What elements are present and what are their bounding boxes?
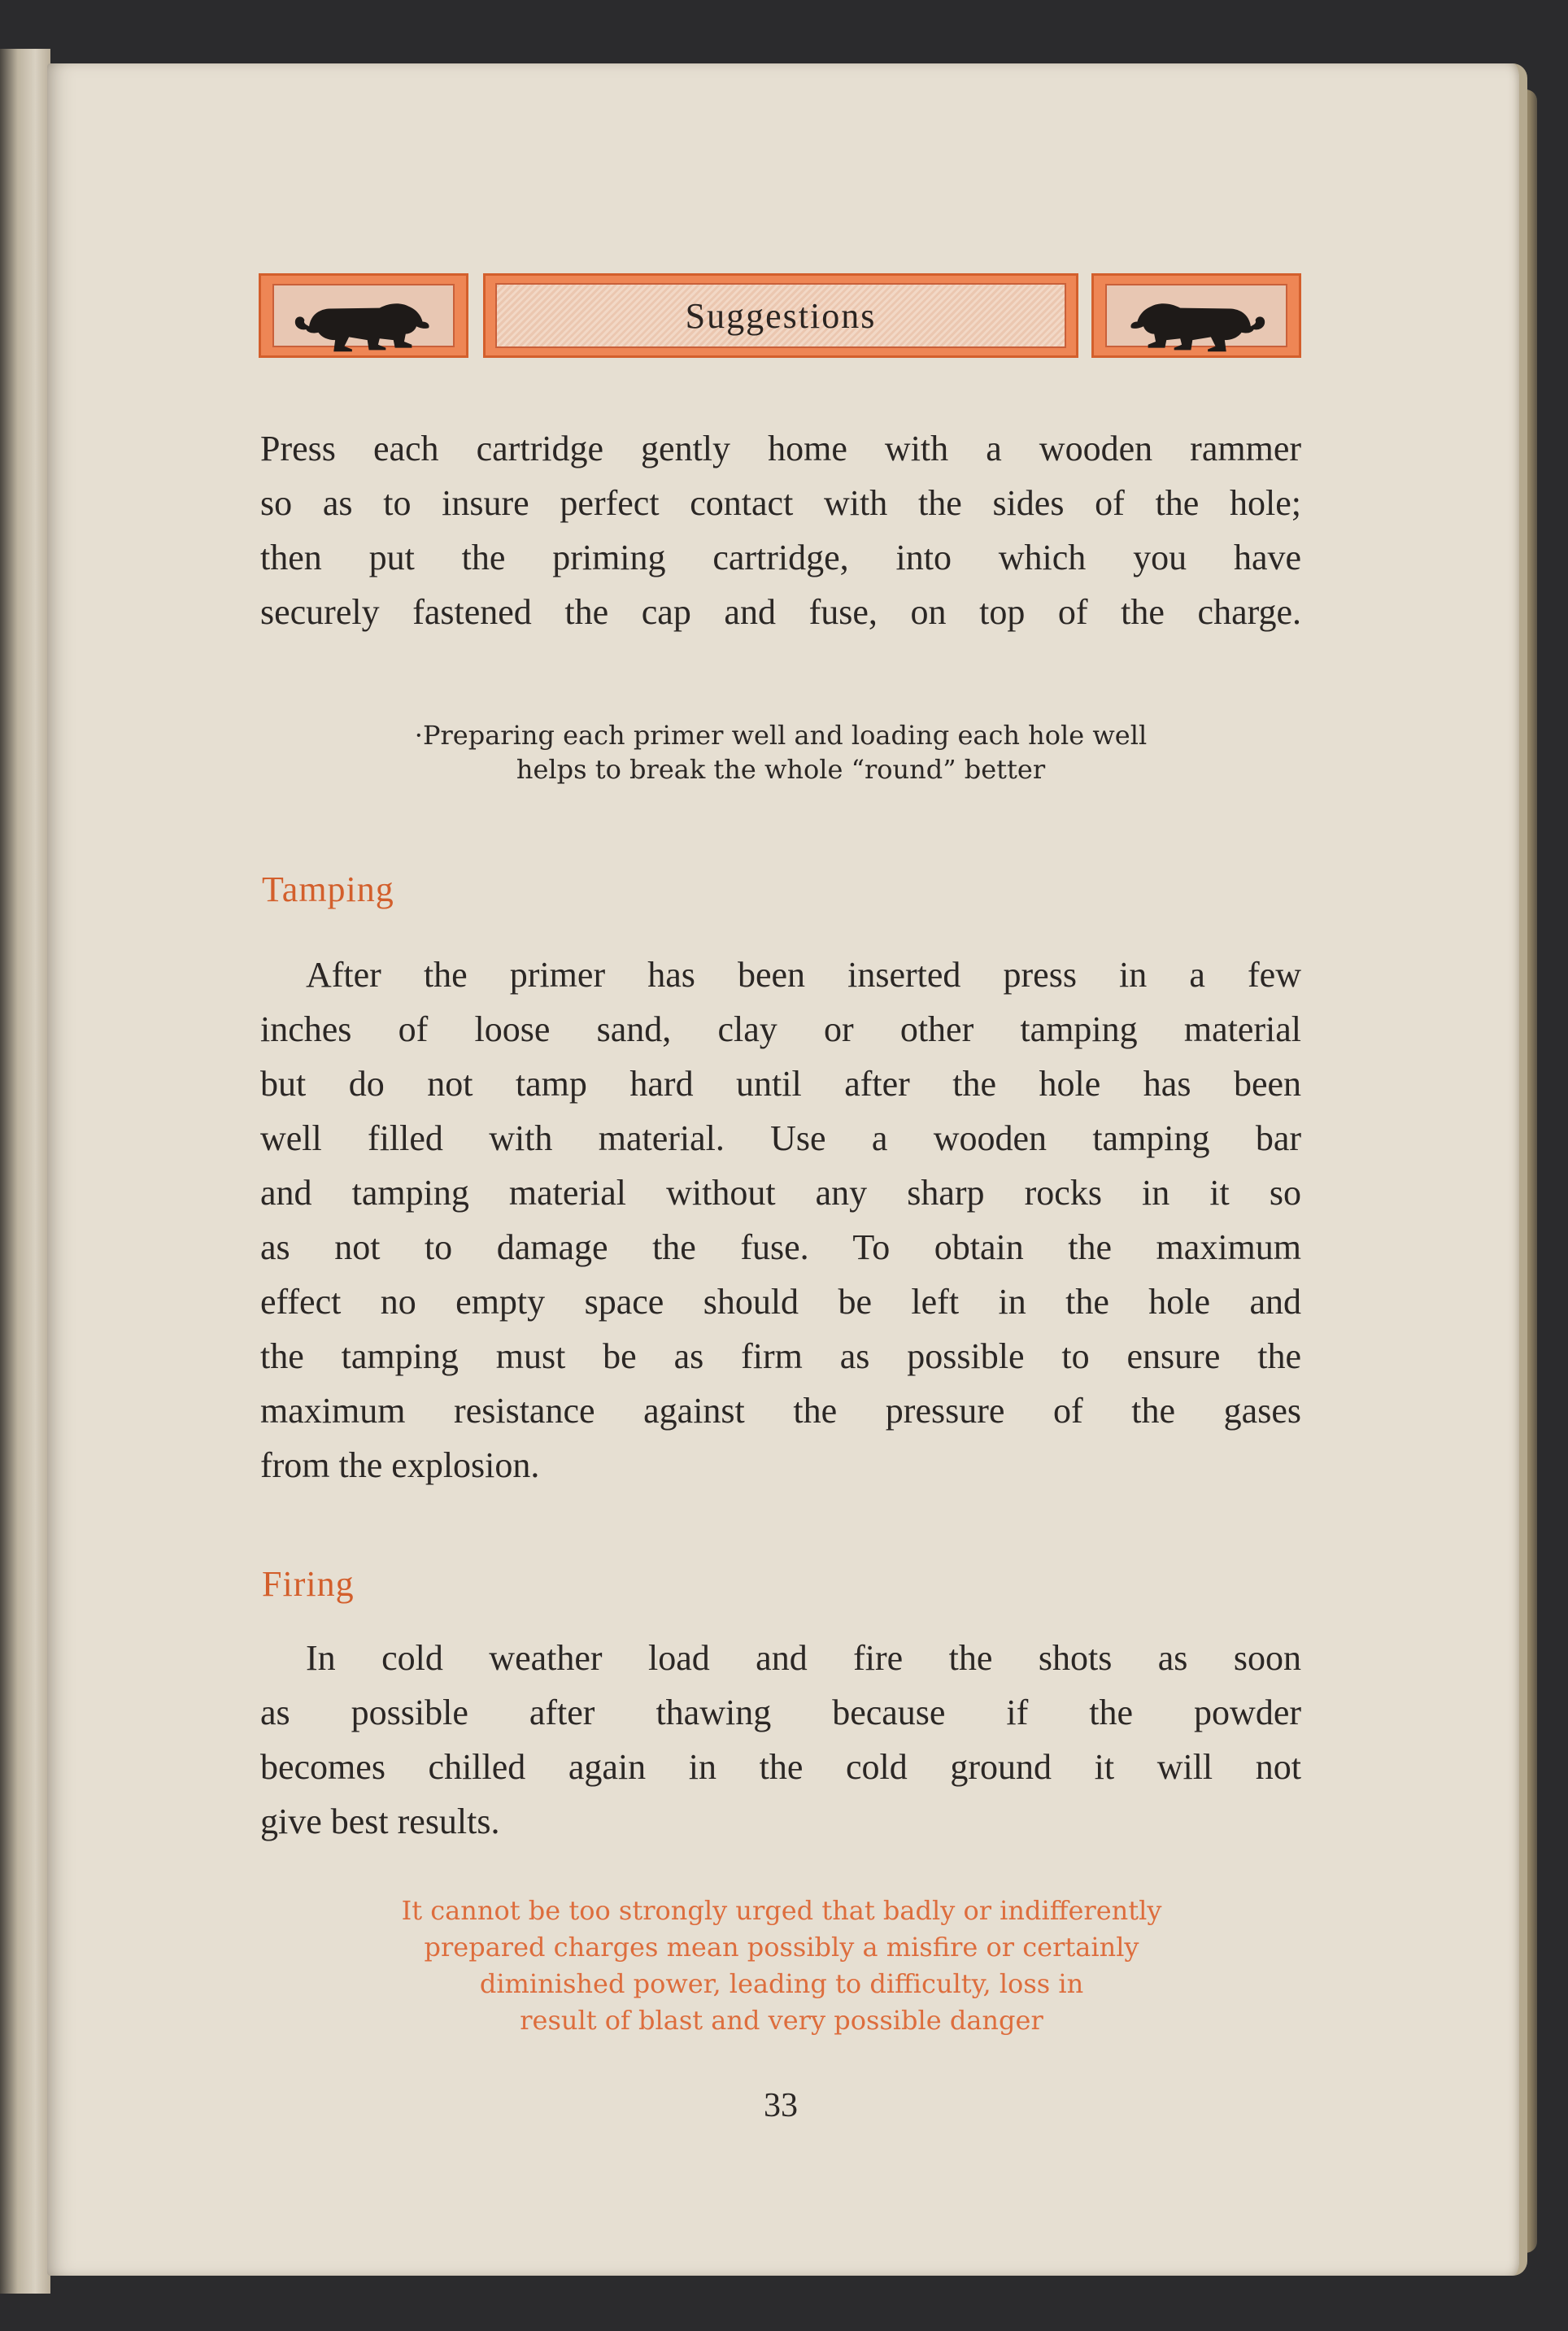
text-line: well filled with material. Use a wooden tamping bar <box>260 1118 1301 1158</box>
caption-line: helps to break the whole “round” better <box>516 754 1046 785</box>
section-header <box>259 273 1296 363</box>
text-line: securely fastened the cap and fuse, on top of the charge. <box>260 592 1301 632</box>
text-line: as not to damage the fuse. To obtain the maximum <box>260 1227 1301 1267</box>
text-line: then put the priming cartridge, into which you have <box>260 538 1301 577</box>
text-line: but do not tamp hard until after the hole has been <box>260 1064 1301 1104</box>
text-line: maximum resistance against the pressure of the gases <box>260 1391 1301 1431</box>
text-line: give best results. <box>260 1802 500 1841</box>
caption-line: It cannot be too strongly urged that badly or indifferently <box>401 1895 1162 1926</box>
text-line: After the primer has been inserted press in a few <box>306 955 1301 995</box>
text-line: from the explosion. <box>260 1445 540 1485</box>
header-lion-right <box>1091 273 1301 358</box>
text-line: so as to insure perfect contact with the sides of the hole; <box>260 483 1301 523</box>
text-line: and tamping material without any sharp rocks in it so <box>260 1173 1301 1213</box>
firing-paragraph <box>260 1631 1301 1849</box>
book-spine <box>0 49 50 2294</box>
caption-line: ·Preparing each primer well and loading each hole well <box>414 720 1148 751</box>
text-line: inches of loose sand, clay or other tamping material <box>260 1009 1301 1049</box>
caption-line: prepared charges mean possibly a misfire or certainly <box>424 1932 1139 1963</box>
lion-icon <box>261 276 466 355</box>
tamping-paragraph <box>260 948 1301 1492</box>
text-line: effect no empty space should be left in the hole and <box>260 1282 1301 1322</box>
text-line: Press each cartridge gently home with a wooden rammer <box>260 429 1301 468</box>
header-lion-left <box>259 273 468 358</box>
text-line: In cold weather load and fire the shots as soon <box>306 1638 1301 1678</box>
caption-line: result of blast and very possible danger <box>520 2005 1043 2036</box>
lion-icon <box>1094 276 1299 355</box>
page-number: 33 <box>764 2087 798 2124</box>
text-line: as possible after thawing because if the powder <box>260 1693 1301 1732</box>
primer-caption <box>260 718 1301 786</box>
warning-caption <box>259 1893 1304 2039</box>
heading-tamping: Tamping <box>262 869 394 909</box>
heading-firing: Firing <box>262 1564 355 1604</box>
page-title: Suggestions <box>685 295 877 336</box>
header-title-box <box>483 273 1078 358</box>
text-line: the tamping must be as firm as possible to ensure the <box>260 1336 1301 1376</box>
caption-line: diminished power, leading to difficulty, loss in <box>479 1968 1084 1999</box>
intro-paragraph <box>260 421 1301 639</box>
text-line: becomes chilled again in the cold ground it will not <box>260 1747 1301 1787</box>
